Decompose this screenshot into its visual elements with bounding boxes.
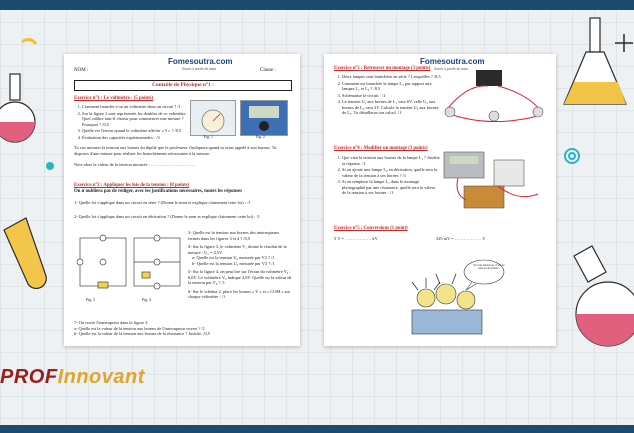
exercise-2-question-7 <box>74 320 290 337</box>
list-item: 3. Quelle est l'erreur quand le voltmètre affiche « 5 » ? /0,5 <box>82 128 194 134</box>
exercise-1-answer-line: Note alors la valeur de la tension mesurée : ………………………… <box>74 162 195 167</box>
left-decoration <box>0 30 60 330</box>
question-6: 6- Sur le schéma 2, place les bornes « V » et « COM » sur chaque voltmètre : /1 <box>188 288 291 299</box>
exercise-3-title: Exercice n°3 : Retrouver un montage (3 points) <box>334 66 431 71</box>
class-field-label: Classe : <box>260 68 276 73</box>
question-7a: a- Quelle est la valeur de la tension aux bornes de l'interrupteur ouvert ? /1 <box>74 325 205 331</box>
fig4-caption: Fig. 4 <box>142 298 151 302</box>
flask-icon <box>0 74 35 142</box>
exercise-2-question-a: 1- Quelle loi s'applique dans un circuit en série ? (Donne le nom et explique clairement cette loi) : /1 <box>74 200 251 205</box>
site-logo: Fomesoutra.com <box>420 57 485 66</box>
exercise-1-title: Exercice n°1 : Le voltmètre : (5 points) <box>74 96 154 101</box>
exercise-2-question-b: 2- Quelle loi s'applique dans un circuit en dérivation ? (Donne le nom et explique clairement cette loi) : /1 <box>74 214 260 219</box>
fig2-caption: Fig. 2 <box>256 135 265 139</box>
list-item: 4. Évaluation des capacités expérimentales : /3 <box>82 135 194 141</box>
circuit-diagrams <box>76 232 184 298</box>
round-flask-icon <box>574 246 634 346</box>
brand-logo: PROFInnovant <box>0 366 145 388</box>
site-logo-subtitle: Savoir à portée de main <box>434 67 469 71</box>
question-4a: a- Quelle est la tension U₂ mesurée par V2 ? /1 <box>192 255 275 260</box>
exercise-4-title: Exercice n°4 : Modifier un montage (3 points) <box>334 146 428 151</box>
right-decoration <box>560 12 634 372</box>
name-field-label: NOM : <box>74 68 89 73</box>
list-item: 3. Schématise le circuit : /1 <box>342 93 442 99</box>
sparkle-icon <box>615 34 633 52</box>
dot-icon <box>46 162 54 170</box>
list-item: 4. La tension U₁ aux bornes de L₁ vaut 6V, celle U₂ aux bornes de L₂ vaut 3V. Calcule la tension U₃ aux bornes de L₃. Tu détailleras ton calcul. /1 <box>342 99 442 116</box>
exam-page-1 <box>64 54 300 346</box>
question-4: 4- Sur la figure 3, le voltmètre V₁ donne le résultat de la mesure : U₁ = 4,5V. <box>188 244 287 255</box>
question-7b: b- Quelle est la valeur de la tension aux bornes de la résistance ? Justifie. /0,5 <box>74 331 210 336</box>
exercise-4-questions <box>334 155 440 197</box>
question-4b: b- Quelle est la tension U₃ mesurée par V3 ? /1 <box>192 260 275 266</box>
exercise-3-questions <box>334 74 442 117</box>
exercise-1-questions <box>74 104 194 141</box>
exercise-5-title: Exercice n°5 : Conversions (1 point) <box>334 226 408 231</box>
exam-page-2 <box>324 54 556 346</box>
conversion-1: 5 V = ……………… kV <box>334 236 378 241</box>
top-bar <box>0 0 634 10</box>
conversion-2: 325 mV = ……………… V <box>436 236 486 241</box>
circuit-photo-ex3 <box>438 68 550 130</box>
list-item: 2. Si on ajoute une lampe L₂ en dérivation, quelle sera la valeur de la tension à ses bornes ? /1 <box>342 167 440 178</box>
multimeter-photo-fig2 <box>240 100 288 136</box>
cartoon-speech-bubble-text: Ne vous affolez pas ! C'est un exercice de tension... <box>473 264 505 271</box>
flask-icon <box>564 18 626 104</box>
circuit-photo-ex4 <box>438 148 550 214</box>
bottom-bar <box>0 425 634 433</box>
exercise-2-title: Exercice n°2 : Appliquer les lois de la tension : (8 points) <box>74 183 190 188</box>
swirl-icon <box>22 39 36 44</box>
list-item: 2. Comment est branchée la lampe L₃ par rapport aux lampes L₁ et L₂ ? /0,5 <box>342 81 442 92</box>
fig1-caption: Fig. 1 <box>204 135 213 139</box>
exercise-1-note: Tu vas mesurer la tension aux bornes du dipôle que le professeur t'indiquera quand tu seras appelé à son bureau. Tu disposes d'une minute pour réaliser les branchements nécessaires à la mesure. <box>74 145 277 156</box>
question-5: 5- Sur la figure 4, on peut lire sur l'écran du voltmètre V₄ : 6,6V. Le voltmètre V₅ indique 3,6V. Quelle est la valeur de la tension par V₆ ? /1 <box>188 269 292 285</box>
list-item: 3. Si on remplace la lampe L₁ dans le montage photographié par une résistance, quelle sera la valeur de la tension à ses bornes : /1 <box>342 179 440 196</box>
site-logo-subtitle: Savoir à portée de main <box>182 67 217 71</box>
voltmeter-photo-fig1 <box>190 100 236 136</box>
list-item: 1. Que vaut la tension aux bornes de la lampe L₁ ? Justifie ta réponse. /1 <box>342 155 440 166</box>
exam-title: Contrôle de Physique n°1 : <box>74 80 292 91</box>
circuit-fig4 <box>134 235 180 289</box>
test-tube-icon <box>4 218 46 288</box>
circuit-fig3 <box>77 235 126 288</box>
exercise-2-subtitle: On n'oubliera pas de rédiger, avec les justifications nécessaires, toutes les réponses <box>74 189 243 194</box>
fig3-caption: Fig. 3 <box>86 298 95 302</box>
site-logo: Fomesoutra.com <box>168 57 233 66</box>
list-item: 2. Sur la figure 1 sont représentés les doubles de ce voltmètre. Quel calibre faut-il choisir pour commencer une mesure ? Pourquoi ? /0,5 <box>82 111 194 128</box>
list-item: 1. Comment branche-t-on un voltmètre dans un circuit ? /1 <box>82 104 194 110</box>
question-7: 7- On ouvre l'interrupteur dans la figure 3. <box>74 320 149 325</box>
question-3: 3- Quelle est la tension aux bornes des interrupteurs fermés dans les figures 3 et 4 ? /0,5 <box>188 230 280 241</box>
spiral-icon <box>565 149 579 163</box>
list-item: 1. Deux lampes sont branchées en série ? Lesquelles ? /0,5 <box>342 74 442 80</box>
exercise-2-right-questions <box>188 230 292 300</box>
